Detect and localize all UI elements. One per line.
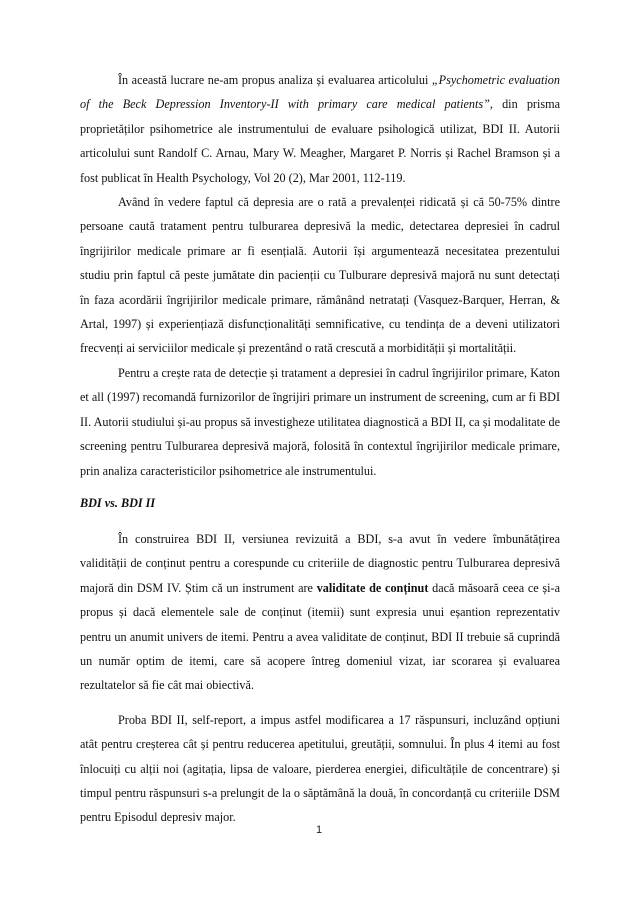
- paragraph-screening: Pentru a crește rata de detecție și tratament a depresiei în cadrul îngrijirilor primare, Katon et all (1997) recomandă furnizorilor de îngrijiri primare un instrument de screening, cum ar fi BDI II. Autorii studiului și-au propus să investigheze utilitatea diagnostică a BDI II, ca și modalitate de screening pentru Tulburarea depresivă majoră, folosită în contextul îngrijirilor medicale primare, prin analiza caracteristicilor psihometrice ale instrumentului.: [80, 365, 560, 478]
- paragraph-article-intro: [80, 68, 560, 190]
- intro-text-continued: din prisma proprietăților psihometrice ale instrumentului de evaluare psihologică utilizat, BDI II. Autorii articolului sunt Randolf C. Arnau, Mary W. Meagher, Margaret P. Norris și Rachel Bramson și a fost publicat în Health Psychology, Vol 20 (2), Mar 2001, 112-119.: [80, 97, 560, 185]
- paragraph-modifications: Proba BDI II, self-report, a impus astfel modificarea a 17 răspunsuri, incluzând opțiuni atât pentru creșterea cât și pentru reducerea apetitului, greutății, somnului. În plus 4 itemi au fost înlocuiți cu alții noi (agitația, lipsa de valoare, pierderea energiei, dificultățile de concentrare) și timpul pentru răspunsuri s-a prelungit de la o săptămână la două, în concordanță cu criteriile DSM pentru Episodul depresiv major.: [80, 712, 560, 825]
- section-heading: BDI vs. BDI II: [80, 495, 156, 510]
- validity-text-continued: dacă măsoară ceea ce și-a propus și dacă elementele sale de conținut (itemii) sunt expresia unui eșantion reprezentativ pentru un anumit univers de itemi. Pentru a avea validitate de conținut, BDI II trebuie să cuprindă un număr optim de itemi, care să acopere întreg domeniul vizat, iar scorarea și evaluarea rezultatelor să fie cât mai obiectivă.: [80, 580, 560, 693]
- paragraph-prevalence: Având în vedere faptul că depresia are o rată a prevalenței ridicată și că 50-75% dintre persoane caută tratament pentru tulburarea depresivă la medic, detectarea depresiei în cadrul îngrijirilor medicale primare ar fi esențială. Autorii își argumentează necesitatea prezentului studiu prin faptul că peste jumătate din pacienții cu Tulburare depresivă majoră nu sunt detectați în faza acordării îngrijirilor medicale primare, rămânând netratați (Vasquez-Barquer, Herran, & Artal, 1997) și experiențiază disfuncționalități semnificative, cu tendința de a deveni utilizatori frecvenți ai serviciilor medicale și prezentând o rată crescută a morbidității și mortalității.: [80, 195, 560, 356]
- validity-text: În construirea BDI II, versiunea revizuită a BDI, s-a avut în vedere îmbunătățirea validității de conținut pentru a corespunde cu criteriile de diagnostic pentru Tulburarea depresivă majoră din DSM IV. Știm că un instrument are: [80, 531, 560, 595]
- page-number: 1: [315, 824, 323, 836]
- intro-text: În această lucrare ne-am propus analiza și evaluarea articolului: [118, 73, 432, 87]
- article-title: „Psychometric evaluation of the Beck Depression Inventory-II with primary care medical patients”,: [80, 73, 560, 112]
- paragraph-content-validity: [80, 527, 560, 698]
- document-page: [80, 68, 560, 830]
- validity-term: validitate de conținut: [316, 580, 429, 595]
